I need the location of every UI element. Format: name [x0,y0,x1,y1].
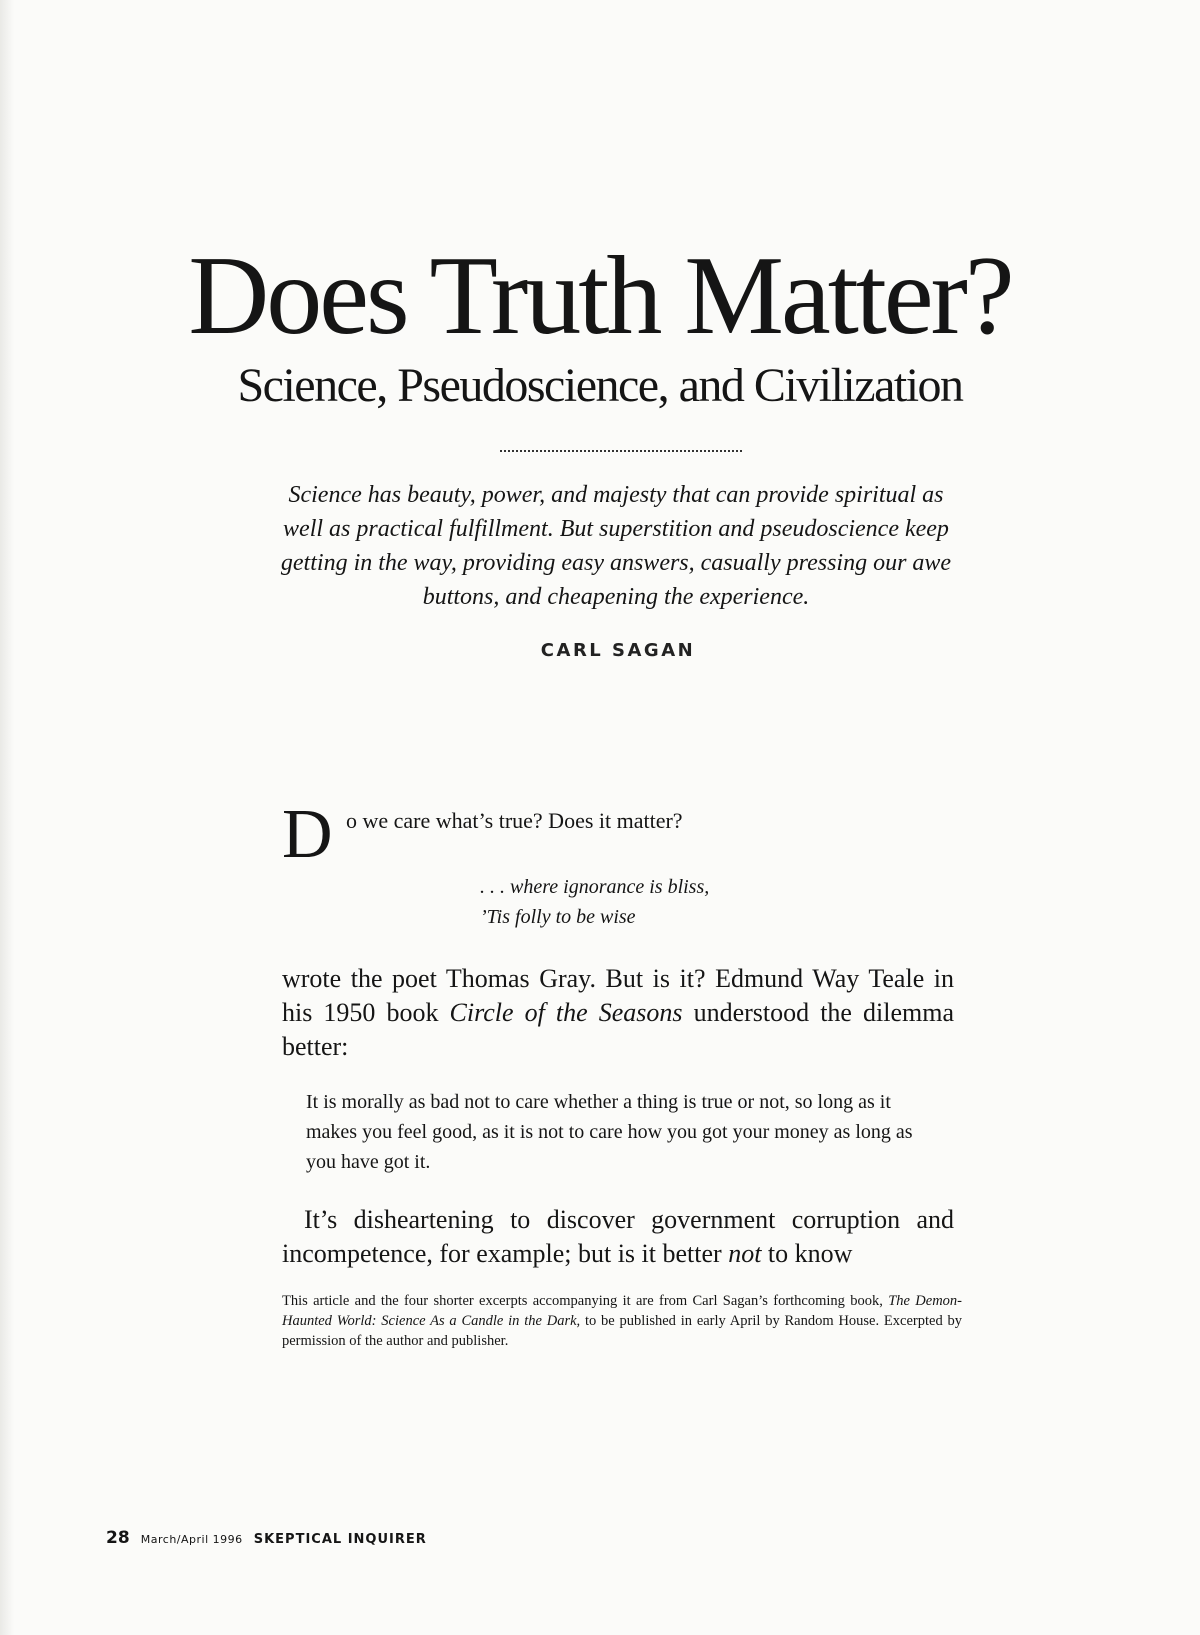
paragraph-text: to know [761,1239,853,1268]
article-title: Does Truth Matter? [188,234,1012,358]
block-quote: It is morally as bad not to care whether a thing is true or not, so long as it makes you feel good, as it is not to care how you got your money as long as you have got it. [306,1091,913,1173]
issue-date: March/April 1996 [140,1533,243,1546]
drop-cap: D [282,796,333,873]
dotted-divider [500,450,742,452]
verse-line-2: ’Tis folly to be wise [480,906,636,928]
book-title: Circle of the Seasons [449,998,683,1027]
paragraph-text: It’s disheartening to discover government corruption and incompetence, for example; but is it better [282,1205,954,1268]
footnote-text: This article and the four shorter excerpts accompanying it are from Carl Sagan’s forthcoming book, [282,1293,889,1309]
lead-sentence: o we care what’s true? Does it matter? [346,808,683,833]
paragraph-text: understood the dilemma better: [282,998,955,1061]
body-paragraph-2 [282,1203,954,1271]
footnote-text: to be published in early April by Random House. Excerpted by permission of the author and publisher. [282,1313,962,1349]
footnote-book-title: The Demon-Haunted World: Science As a Candle in the Dark, [282,1293,962,1329]
verse-line-1: . . . where ignorance is bliss, [480,876,710,898]
page-footer [106,1528,427,1548]
source-footnote [282,1291,962,1351]
article-deck: Science has beauty, power, and majesty that can provide spiritual as well as practical fulfillment. But superstition and pseudoscience keep getting in the way, providing easy answers, casually pressing our awe buttons, and cheapening the experience. [280,482,952,610]
emphasis-word: not [728,1239,762,1268]
author-byline: CARL SAGAN [540,640,696,661]
body-paragraph-1 [282,962,954,1064]
poem-verse [480,872,709,932]
article-subtitle: Science, Pseudoscience, and Civilization [237,359,963,412]
paragraph-text: wrote the poet Thomas Gray. But is it? Edmund Way Teale in his 1950 book [282,964,954,1027]
page-number: 28 [106,1528,130,1548]
magazine-name: SKEPTICAL INQUIRER [253,1532,427,1547]
